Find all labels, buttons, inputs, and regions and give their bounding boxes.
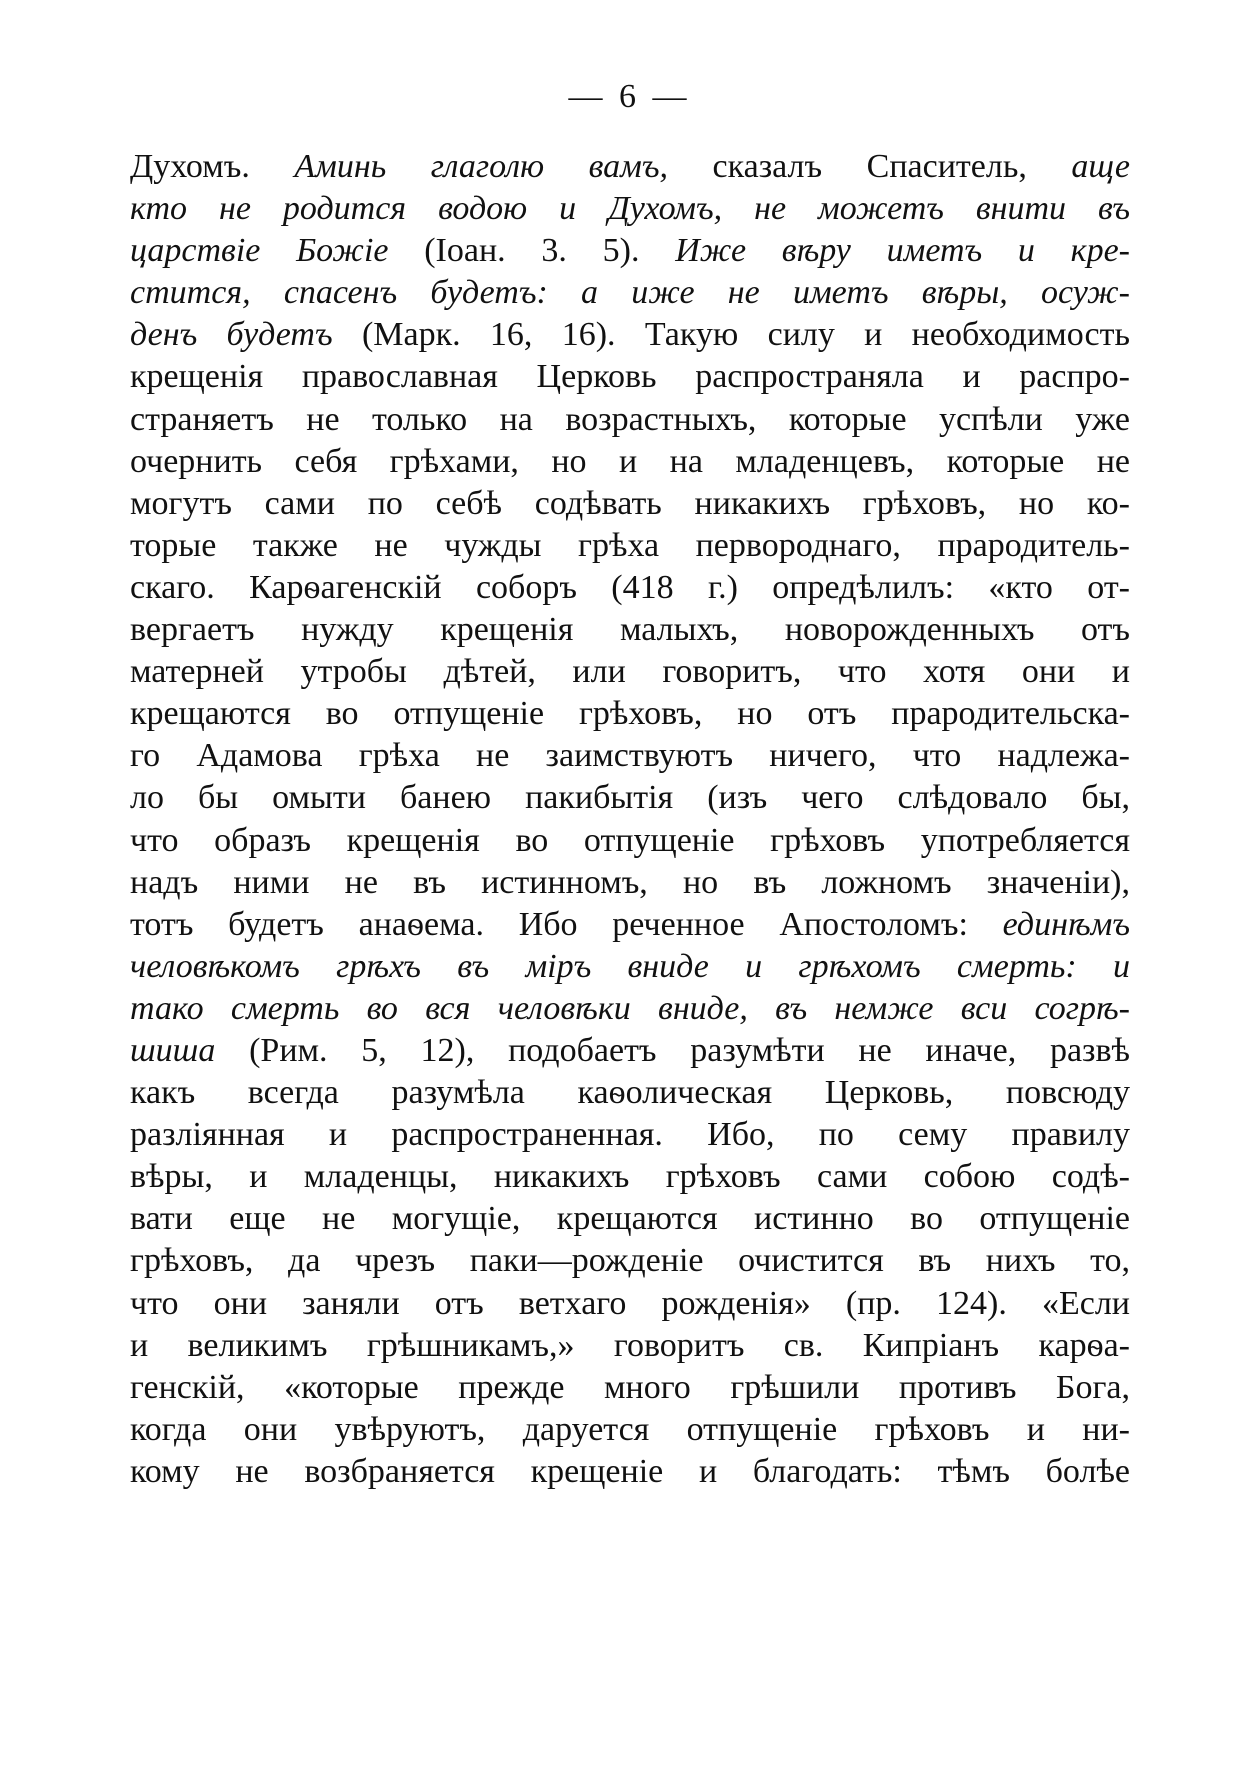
text-segment: очернить себя грѣхами, но и на младенцевъ, которые не [130, 442, 1130, 480]
italic-quote-segment: единѣмъ [1002, 905, 1130, 943]
text-segment: и великимъ грѣшникамъ,» говоритъ св. Кипріанъ карѳа- [130, 1326, 1130, 1364]
text-segment: Духомъ. [130, 148, 295, 185]
text-segment: генскій, «которые прежде много грѣшили противъ Бога, [130, 1368, 1130, 1406]
text-line [130, 1409, 1130, 1451]
italic-quote-segment: человѣкомъ грѣхъ въ міръ вниде и грѣхомъ смерть: и [130, 947, 1130, 985]
text-line [130, 272, 1130, 314]
text-line [130, 1072, 1130, 1114]
text-line [130, 314, 1130, 356]
text-segment: что образъ крещенія во отпущеніе грѣховъ употребляется [130, 821, 1130, 859]
italic-quote-segment: стится, спасенъ будетъ: а иже не иметъ вѣры, осуж- [130, 274, 1130, 312]
text-segment: го Адамова грѣха не заимствуютъ ничего, что надлежа- [130, 737, 1130, 775]
text-line [130, 1114, 1130, 1156]
text-line [130, 1030, 1130, 1072]
text-segment: надъ ними не въ истинномъ, но въ ложномъ значеніи), [130, 863, 1130, 901]
text-line [130, 230, 1130, 272]
text-segment: тотъ будетъ анаѳема. Ибо реченное Апостоломъ: [130, 905, 1003, 943]
text-line [130, 651, 1130, 693]
text-line [130, 1451, 1130, 1493]
text-line [130, 399, 1130, 441]
text-line [130, 188, 1130, 230]
text-segment: сказалъ Спаситель, [667, 148, 1072, 185]
italic-quote-segment: денъ будетъ [130, 316, 333, 354]
text-line [130, 777, 1130, 819]
italic-quote-segment: шиша [130, 1031, 216, 1069]
text-segment: крещенія православная Церковь распространяла и распро- [130, 358, 1130, 396]
text-segment: (Рим. 5, 12), подобаетъ разумѣти не иначе, развѣ [215, 1031, 1130, 1069]
italic-quote-segment: Иже вѣру иметъ и кре- [675, 232, 1130, 270]
text-line [130, 146, 1130, 188]
italic-quote-segment: тако смерть во вся человѣки вниде, въ немже вси согрѣ- [130, 989, 1130, 1027]
text-segment: страняетъ не только на возрастныхъ, которые успѣли уже [130, 400, 1130, 438]
body-text [130, 146, 1130, 1493]
text-line [130, 1325, 1130, 1367]
text-segment: какъ всегда разумѣла каѳолическая Церковь, повсюду [130, 1074, 1130, 1112]
text-line [130, 1156, 1130, 1198]
text-line [130, 693, 1130, 735]
text-line [130, 525, 1130, 567]
text-segment: когда они увѣруютъ, даруется отпущеніе грѣховъ и ни- [130, 1410, 1130, 1448]
text-segment: скаго. Карѳагенскій соборъ (418 г.) опредѣлилъ: «кто от- [130, 568, 1130, 606]
text-line [130, 946, 1130, 988]
text-line [130, 988, 1130, 1030]
text-segment: что они заняли отъ ветхаго рожденія» (пр. 124). «Если [130, 1284, 1130, 1322]
italic-quote-segment: аще [1071, 148, 1130, 185]
text-segment: крещаются во отпущеніе грѣховъ, но отъ прародительска- [130, 695, 1130, 733]
text-segment: разліянная и распространенная. Ибо, по сему правилу [130, 1116, 1130, 1154]
page-number: — 6 — [568, 78, 691, 115]
text-segment: вѣры, и младенцы, никакихъ грѣховъ сами собою содѣ- [130, 1158, 1130, 1196]
text-segment: матерней утробы дѣтей, или говоритъ, что хотя они и [130, 653, 1130, 691]
text-line [130, 441, 1130, 483]
text-line [130, 862, 1130, 904]
text-line [130, 1240, 1130, 1282]
text-line [130, 1198, 1130, 1240]
text-segment: вати еще не могущіе, крещаются истинно во отпущеніе [130, 1200, 1130, 1238]
text-line [130, 1283, 1130, 1325]
text-line [130, 567, 1130, 609]
text-segment: кому не возбраняется крещеніе и благодать: тѣмъ болѣе [130, 1452, 1130, 1490]
text-line [130, 609, 1130, 651]
text-segment: могутъ сами по себѣ содѣвать никакихъ грѣховъ, но ко- [130, 484, 1130, 522]
text-segment: грѣховъ, да чрезъ паки—рожденіе очистится въ нихъ то, [130, 1242, 1130, 1280]
italic-quote-segment: царствіе Божіе [130, 232, 389, 270]
text-line [130, 735, 1130, 777]
italic-quote-segment: кто не родится водою и Духомъ, не можетъ внити въ [130, 190, 1130, 228]
text-line [130, 1367, 1130, 1409]
text-line [130, 483, 1130, 525]
text-line [130, 904, 1130, 946]
text-line [130, 820, 1130, 862]
text-line [130, 356, 1130, 398]
text-segment: (Іоан. 3. 5). [388, 232, 676, 270]
text-segment: ло бы омыти банею пакибытія (изъ чего слѣдовало бы, [130, 779, 1130, 817]
text-segment: (Марк. 16, 16). Такую силу и необходимость [332, 316, 1130, 354]
italic-quote-segment: Аминь глаголю вамъ, [294, 148, 668, 185]
text-segment: вергаетъ нужду крещенія малыхъ, новорожденныхъ отъ [130, 611, 1130, 649]
text-segment: торые также не чужды грѣха первороднаго, прародитель- [130, 526, 1130, 564]
